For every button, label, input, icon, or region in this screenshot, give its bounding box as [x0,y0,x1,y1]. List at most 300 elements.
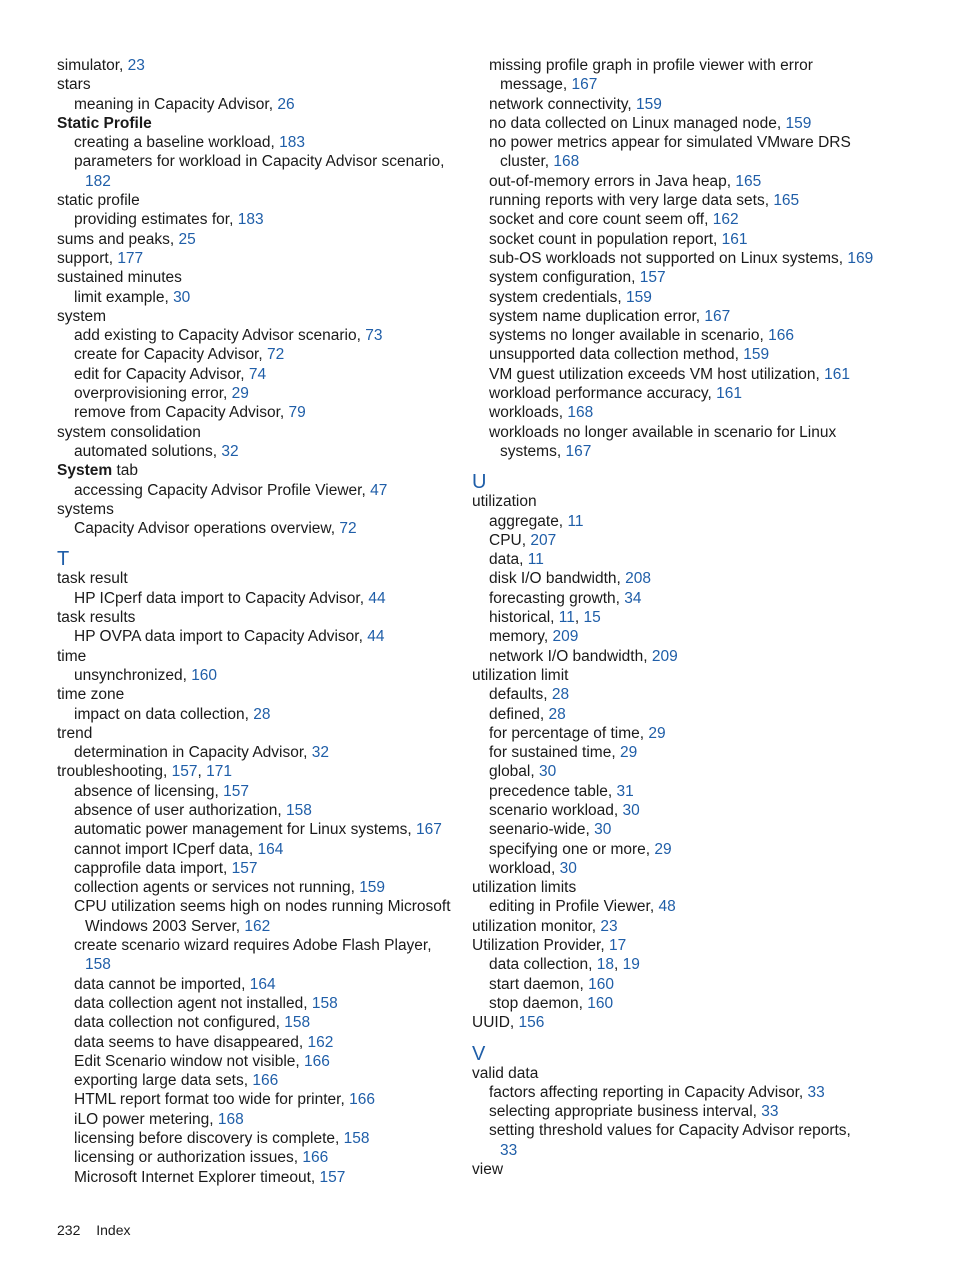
index-term: data collection not configured, [74,1014,285,1032]
page-link[interactable]: 11 [567,512,584,530]
index-entry [472,878,892,897]
index-term: memory, [489,628,553,646]
index-term: absence of licensing, [74,782,224,800]
page-link[interactable]: 157 [223,782,249,800]
index-subentry [472,249,892,268]
index-subentry [472,762,892,781]
index-term: no data collected on Linux managed node, [489,114,786,132]
index-term: create scenario wizard requires Adobe Flash Player, [74,937,432,955]
index-subentry [472,994,892,1013]
index-term: system name duplication error, [489,307,705,325]
page-link[interactable]: 156 [518,1014,545,1032]
index-term: factors affecting reporting in Capacity Advisor, [489,1083,808,1101]
index-term: utilization monitor, [472,917,601,935]
index-subentry [472,724,892,743]
index-entry-continuation [472,1141,892,1160]
page-link[interactable]: 160 [587,994,614,1012]
index-subentry [57,627,457,646]
page-link[interactable]: 44 [368,589,386,607]
page-link[interactable]: 209 [651,647,678,665]
page-link[interactable]: 19 [622,956,640,974]
index-letter-heading: T [57,548,70,571]
index-term: setting threshold values for Capacity Advisor reports, [489,1122,851,1140]
page-link[interactable]: 209 [552,628,579,646]
page-link[interactable]: 166 [349,1091,375,1109]
index-subentry [472,705,892,724]
index-subentry [472,627,892,646]
page-link[interactable]: 166 [304,1052,330,1070]
index-subentry [472,589,892,608]
index-subentry [57,519,457,538]
page-link[interactable]: 167 [571,76,598,94]
page-separator: , [197,763,207,781]
index-term: workload, [489,859,560,877]
index-term: Windows 2003 Server, [85,917,245,935]
page-link[interactable]: 18 [596,956,614,974]
index-subentry [472,56,892,75]
index-subentry [57,384,457,403]
index-term: create for Capacity Advisor, [74,346,267,364]
index-entry [57,191,457,210]
index-subentry [57,1052,457,1071]
page-footer [57,1222,143,1238]
index-entry [57,268,457,287]
index-term: socket count in population report, [489,230,722,248]
index-subentry [57,743,457,762]
index-subentry [57,365,457,384]
index-term: HTML report format too wide for printer, [74,1091,350,1109]
index-subentry [57,442,457,461]
index-term: parameters for workload in Capacity Advisor scenario, [74,153,445,171]
page-link[interactable]: 166 [302,1149,329,1167]
index-term-bold: System [57,462,113,480]
index-term: automatic power management for Linux systems, [74,821,417,839]
page-link[interactable]: 166 [768,327,795,345]
page-link[interactable]: 34 [624,589,642,607]
index-term: systems [57,500,114,518]
index-term: exporting large data sets, [74,1072,253,1090]
index-term: utilization limit [472,666,569,684]
page-link[interactable]: 168 [553,153,580,171]
index-term: missing profile graph in profile viewer with error [489,57,813,74]
index-term: automated solutions, [74,442,222,460]
index-subentry [472,569,892,588]
index-term: no power metrics appear for simulated VMware DRS [489,134,851,152]
index-term: data collection, [489,956,597,974]
index-term: collection agents or services not running, [74,879,360,897]
index-subentry [57,859,457,878]
index-subentry [472,423,892,442]
page-link[interactable]: 79 [288,404,306,422]
index-term: defaults, [489,686,552,704]
page-link[interactable]: 11 [527,551,544,569]
page-link[interactable]: 161 [824,365,851,383]
index-entry-continuation [472,442,892,461]
index-term: stars [57,76,91,94]
index-term: limit example, [74,288,174,306]
index-subentry [57,975,457,994]
index-subentry [472,210,892,229]
index-term: data seems to have disappeared, [74,1033,308,1051]
index-entry [57,461,457,480]
page-link[interactable]: 158 [85,956,111,974]
page-separator: , [613,956,623,974]
page-link[interactable]: 23 [127,57,145,74]
index-term: absence of user authorization, [74,801,286,819]
index-subentry [57,288,457,307]
index-term: editing in Profile Viewer, [489,898,659,916]
page-link[interactable]: 160 [191,666,218,684]
index-term: sub-OS workloads not supported on Linux systems, [489,249,848,267]
index-term: static profile [57,192,140,210]
index-subentry [57,936,457,955]
index-term: impact on data collection, [74,705,254,723]
index-entry [57,724,457,743]
index-entry-continuation [472,75,892,94]
page-link[interactable]: 168 [567,404,594,422]
page-link[interactable]: 177 [117,249,144,267]
page-link[interactable]: 183 [237,211,264,229]
index-subentry [472,840,892,859]
index-column-right [472,56,892,1179]
index-term: workloads no longer available in scenario for Linux [489,423,837,441]
index-subentry [57,666,457,685]
index-term: aggregate, [489,512,568,530]
index-subentry [472,133,892,152]
index-term: task results [57,609,136,627]
index-subentry [57,878,457,897]
page-link[interactable]: 11 [558,609,575,627]
index-subentry [472,647,892,666]
index-term: capprofile data import, [74,859,232,877]
index-term: system [57,307,107,325]
index-subentry [57,897,457,916]
index-subentry [472,95,892,114]
index-subentry [57,820,457,839]
index-subentry [472,365,892,384]
index-term: sustained minutes [57,269,182,287]
page-link[interactable]: 207 [530,531,557,549]
index-term: simulator, [57,57,128,74]
page-link[interactable]: 23 [600,917,618,935]
page-link[interactable]: 159 [625,288,652,306]
index-term: forecasting growth, [489,589,625,607]
index-term: data cannot be imported, [74,975,250,993]
index-term: network connectivity, [489,95,637,113]
page-link[interactable]: 26 [277,95,295,113]
index-term: providing estimates for, [74,211,238,229]
page-link[interactable]: 157 [319,1168,346,1186]
index-subentry [472,114,892,133]
index-term: HP OVPA data import to Capacity Advisor, [74,628,368,646]
index-entry [57,230,457,249]
index-term: cannot import ICperf data, [74,840,258,858]
index-term: disk I/O bandwidth, [489,570,626,588]
index-term: Utilization Provider, [472,937,609,955]
page-link[interactable]: 44 [367,628,385,646]
index-term: data, [489,551,528,569]
index-term: socket and core count seem off, [489,211,713,229]
index-entry-continuation [57,172,457,191]
index-term: VM guest utilization exceeds VM host utilization, [489,365,825,383]
index-term: UUID, [472,1014,519,1032]
page-link[interactable]: 166 [252,1072,279,1090]
index-subentry [472,743,892,762]
page-link[interactable]: 33 [500,1141,518,1159]
page-link[interactable]: 208 [625,570,651,588]
page-link[interactable]: 159 [359,879,386,897]
page-link[interactable]: 158 [284,1014,311,1032]
page-link[interactable]: 167 [416,821,442,839]
index-term: specifying one or more, [489,840,655,858]
index-entry [472,917,892,936]
page-link[interactable]: 28 [551,686,570,704]
page-link[interactable]: 28 [253,705,271,723]
index-term: support, [57,249,118,267]
index-subentry [472,191,892,210]
index-subentry [57,782,457,801]
page-separator: , [574,609,584,627]
index-subentry [472,1121,892,1140]
index-term: precedence table, [489,782,617,800]
page-link[interactable]: 29 [231,385,249,403]
index-subentry [472,288,892,307]
index-term: CPU, [489,531,531,549]
index-term: view [472,1161,504,1179]
index-subentry [472,1083,892,1102]
page-link[interactable]: 32 [221,442,239,460]
index-term: tab [112,462,139,480]
index-term: utilization limits [472,879,577,897]
index-subentry [472,172,892,191]
index-entry [57,307,457,326]
page-link[interactable]: 167 [565,442,592,460]
index-term: HP ICperf data import to Capacity Advisor, [74,589,369,607]
page-link[interactable]: 165 [773,192,800,210]
page-link[interactable]: 30 [173,288,191,306]
index-subentry [57,1090,457,1109]
index-entry [57,423,457,442]
page-link[interactable]: 182 [85,172,111,190]
index-term: Microsoft Internet Explorer timeout, [74,1168,320,1186]
page-link[interactable]: 74 [248,365,267,383]
index-entry-continuation [57,917,457,936]
index-subentry [57,1129,457,1148]
index-subentry [472,550,892,569]
index-subentry [57,1110,457,1129]
page-link[interactable]: 29 [654,840,672,858]
index-term: seenario-wide, [489,821,595,839]
index-term: CPU utilization seems high on nodes running Microsoft [74,898,451,916]
page-link[interactable]: 183 [279,134,305,152]
page-link[interactable]: 25 [178,230,196,248]
index-term: message, [500,76,572,94]
index-subentry [57,152,457,171]
page-link[interactable]: 30 [559,859,577,877]
index-term: start daemon, [489,975,589,993]
index-column-left [57,56,457,1187]
index-entry [57,569,457,588]
page-link[interactable]: 29 [619,744,638,762]
page-link[interactable]: 33 [807,1083,825,1101]
index-term: valid data [472,1064,539,1082]
page-link[interactable]: 157 [231,859,258,877]
page-link[interactable]: 160 [588,975,614,993]
index-subentry [472,897,892,916]
page-link[interactable]: 159 [785,114,812,132]
index-subentry [57,705,457,724]
index-term: remove from Capacity Advisor, [74,404,289,422]
index-term: creating a baseline workload, [74,134,280,152]
index-term-bold: Static Profile [57,114,152,132]
page-link[interactable]: 169 [847,249,874,267]
index-subentry [57,840,457,859]
index-entry [57,685,457,704]
page-link[interactable]: 159 [636,95,662,113]
index-entry-continuation [57,955,457,974]
page-link[interactable]: 28 [548,705,566,723]
index-letter-heading: U [472,471,487,494]
index-term: determination in Capacity Advisor, [74,744,312,762]
index-subentry [57,1168,457,1187]
index-term: global, [489,763,539,781]
index-term: network I/O bandwidth, [489,647,652,665]
index-term: systems, [500,442,566,460]
page-link[interactable]: 159 [743,346,770,364]
index-term: time zone [57,686,125,704]
index-entry [472,1013,892,1032]
index-subentry [472,345,892,364]
page-link[interactable]: 162 [244,917,271,935]
index-term: stop daemon, [489,994,588,1012]
page-link[interactable]: 158 [285,801,312,819]
page-link[interactable]: 29 [648,724,666,742]
index-subentry [57,994,457,1013]
index-subentry [57,133,457,152]
page-link[interactable]: 164 [257,840,284,858]
index-term: utilization [472,493,537,511]
page-link[interactable]: 33 [761,1103,779,1121]
index-subentry [472,975,892,994]
index-entry [57,608,457,627]
index-entry [57,56,457,75]
index-subentry [472,531,892,550]
index-subentry [57,1013,457,1032]
index-subentry [472,230,892,249]
index-term: time [57,647,87,665]
index-term: cluster, [500,153,554,171]
page-link[interactable]: 162 [712,211,739,229]
index-entry [57,647,457,666]
page-link[interactable]: 161 [716,385,743,403]
index-entry [472,666,892,685]
index-subentry [57,1033,457,1052]
index-term: for sustained time, [489,744,620,762]
index-term: for percentage of time, [489,724,649,742]
page-link[interactable]: 157 [171,763,198,781]
index-subentry [57,95,457,114]
index-subentry [472,512,892,531]
index-subentry [57,345,457,364]
index-term: defined, [489,705,549,723]
page-link[interactable]: 165 [735,172,762,190]
page-link[interactable]: 157 [639,269,666,287]
page-link[interactable]: 32 [311,744,330,762]
page-link[interactable]: 72 [339,520,357,538]
index-entry [57,114,457,133]
index-entry-continuation [472,152,892,171]
index-term: system credentials, [489,288,626,306]
index-subentry [472,685,892,704]
index-term: iLO power metering, [74,1110,218,1128]
page-link[interactable]: 72 [266,346,285,364]
index-term: licensing before discovery is complete, [74,1130,344,1148]
page-link[interactable]: 31 [616,782,634,800]
page-link[interactable]: 164 [249,975,276,993]
index-entry [57,75,457,94]
page-link[interactable]: 30 [538,763,557,781]
index-subentry [472,801,892,820]
page-link[interactable]: 162 [307,1033,334,1051]
page-link[interactable]: 167 [704,307,731,325]
section-title: Index [96,1222,131,1238]
page-link[interactable]: 158 [311,994,338,1012]
page-link[interactable]: 73 [365,327,383,345]
index-term: system configuration, [489,269,640,287]
index-entry [57,249,457,268]
page-link[interactable]: 158 [343,1130,370,1148]
index-entry [57,500,457,519]
index-term: systems no longer available in scenario, [489,327,769,345]
index-subentry [57,1071,457,1090]
index-term: unsynchronized, [74,666,192,684]
index-term: add existing to Capacity Advisor scenario, [74,327,366,345]
index-term: out-of-memory errors in Java heap, [489,172,736,190]
index-term: accessing Capacity Advisor Profile Viewer, [74,481,371,499]
index-subentry [57,326,457,345]
index-subentry [472,1102,892,1121]
index-entry [57,762,457,781]
index-subentry [57,403,457,422]
index-term: troubleshooting, [57,763,172,781]
page-link[interactable]: 48 [658,898,676,916]
page-link[interactable]: 30 [622,801,640,819]
index-subentry [472,782,892,801]
page-link[interactable]: 17 [608,937,627,955]
page-link[interactable]: 168 [217,1110,244,1128]
page-link[interactable]: 47 [370,481,388,499]
index-term: workload performance accuracy, [489,385,717,403]
index-entry [472,936,892,955]
index-term: task result [57,570,128,588]
page-link[interactable]: 30 [594,821,612,839]
index-subentry [472,608,892,627]
index-subentry [57,589,457,608]
index-term: data collection agent not installed, [74,994,312,1012]
index-entry [472,1160,892,1179]
index-term: overprovisioning error, [74,385,232,403]
page-link[interactable]: 161 [721,230,748,248]
page-link[interactable]: 15 [583,609,601,627]
page-link[interactable]: 171 [206,763,232,781]
index-term: workloads, [489,404,568,422]
page-number: 232 [57,1222,81,1238]
index-term: licensing or authorization issues, [74,1149,303,1167]
index-subentry [57,1148,457,1167]
index-subentry [472,384,892,403]
index-term: historical, [489,609,559,627]
index-subentry [472,307,892,326]
